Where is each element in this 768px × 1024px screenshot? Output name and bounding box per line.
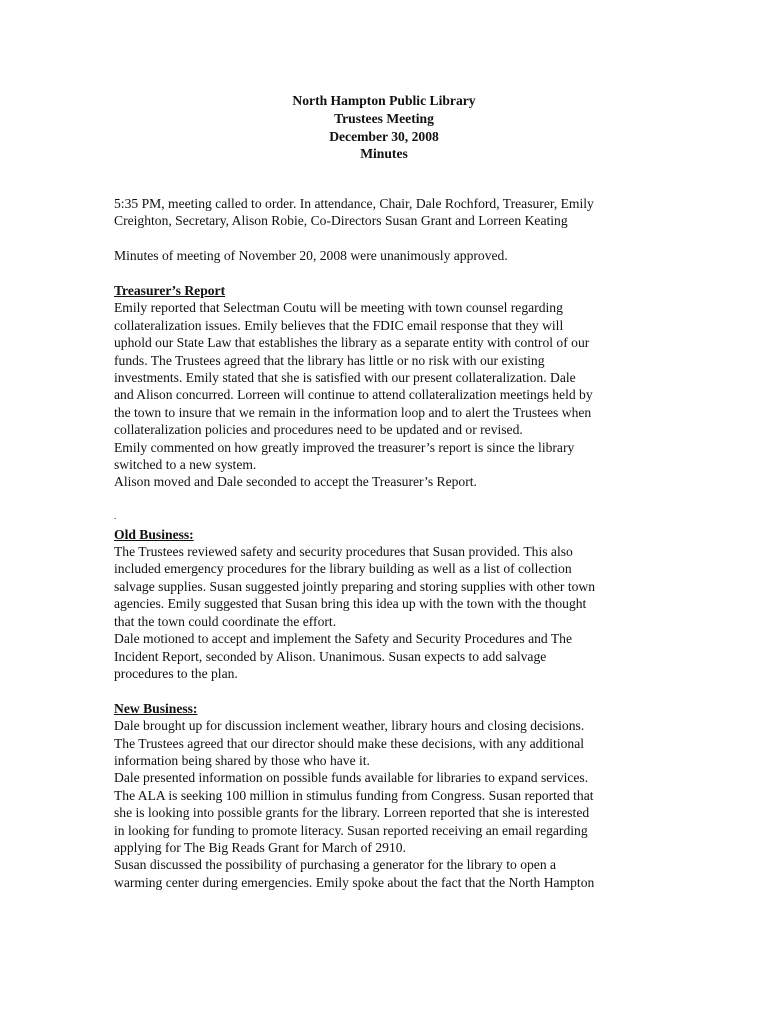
document-header [0,92,768,163]
section-heading: New Business: [114,700,198,716]
text-line: Alison moved and Dale seconded to accept the Treasurer’s Report. [114,474,477,490]
library-name: North Hampton Public Library [292,93,476,108]
text-line: funds. The Trustees agreed that the library has little or no risk with our existing [114,352,545,368]
stray-mark: . [114,511,117,522]
text-line: included emergency procedures for the library building as well as a list of collection [114,561,572,577]
text-line: information being shared by those who have it. [114,752,370,768]
text-line: Creighton, Secretary, Alison Robie, Co-Directors Susan Grant and Lorreen Keating [114,213,568,229]
text-line: that the town could coordinate the effort. [114,613,337,629]
text-line: warming center during emergencies. Emily spoke about the fact that the North Hampton [114,874,595,890]
paragraph-gap [114,491,659,508]
text-line: The Trustees reviewed safety and security procedures that Susan provided. This also [114,544,573,560]
intro-paragraph [114,195,659,230]
text-line: collateralization issues. Emily believes that the FDIC email response that they will [114,317,564,333]
old-business-section [114,526,659,683]
text-line: applying for The Big Reads Grant for March of 2910. [114,839,406,855]
meeting-date: December 30, 2008 [329,128,439,144]
approval-paragraph [114,247,659,264]
text-line: The ALA is seeking 100 million in stimulus funding from Congress. Susan reported that [114,787,594,803]
document-body [114,195,659,891]
text-line: The Trustees agreed that our director should make these decisions, with any additional [114,735,585,751]
section-heading: Treasurer’s Report [114,283,226,298]
meeting-type: Trustees Meeting [334,110,434,126]
text-line: uphold our State Law that establishes the library as a separate entity with control of our [114,335,590,351]
text-line: 5:35 PM, meeting called to order. In attendance, Chair, Dale Rochford, Treasurer, Emily [114,196,594,211]
treasurers-report-section [114,282,659,491]
text-line: Dale brought up for discussion inclement weather, library hours and closing decisions. [114,718,585,734]
text-line: salvage supplies. Susan suggested jointly preparing and storing supplies with other town [114,578,596,594]
new-business-section [114,700,659,891]
text-line: Minutes of meeting of November 20, 2008 were unanimously approved. [114,248,508,264]
paragraph-gap [114,265,659,282]
paragraph-gap [114,682,659,699]
paragraph-gap [114,230,659,247]
text-line: Emily reported that Selectman Coutu will be meeting with town counsel regarding [114,300,563,316]
text-line: Susan discussed the possibility of purchasing a generator for the library to open a [114,857,557,873]
text-line: Incident Report, seconded by Alison. Unanimous. Susan expects to add salvage [114,648,547,664]
text-line: collateralization policies and procedures need to be updated and or revised. [114,422,523,438]
text-line: procedures to the plan. [114,665,238,681]
text-line: the town to insure that we remain in the information loop and to alert the Trustees when [114,404,592,420]
text-line: she is looking into possible grants for the library. Lorreen reported that she is interested [114,805,590,821]
text-line: agencies. Emily suggested that Susan bring this idea up with the town with the thought [114,596,587,612]
text-line: switched to a new system. [114,457,257,473]
document-title: Minutes [360,146,408,162]
text-line: in looking for funding to promote literacy. Susan reported receiving an email regarding [114,822,588,838]
text-line: Emily commented on how greatly improved the treasurer’s report is since the library [114,439,575,455]
text-line: Dale presented information on possible funds available for libraries to expand services. [114,770,589,786]
text-line: investments. Emily stated that she is satisfied with our present collateralization. Dale [114,370,576,386]
text-line: Dale motioned to accept and implement the Safety and Security Procedures and The [114,631,573,647]
text-line: and Alison concurred. Lorreen will continue to attend collateralization meetings held by [114,387,593,403]
section-heading: Old Business: [114,526,194,542]
